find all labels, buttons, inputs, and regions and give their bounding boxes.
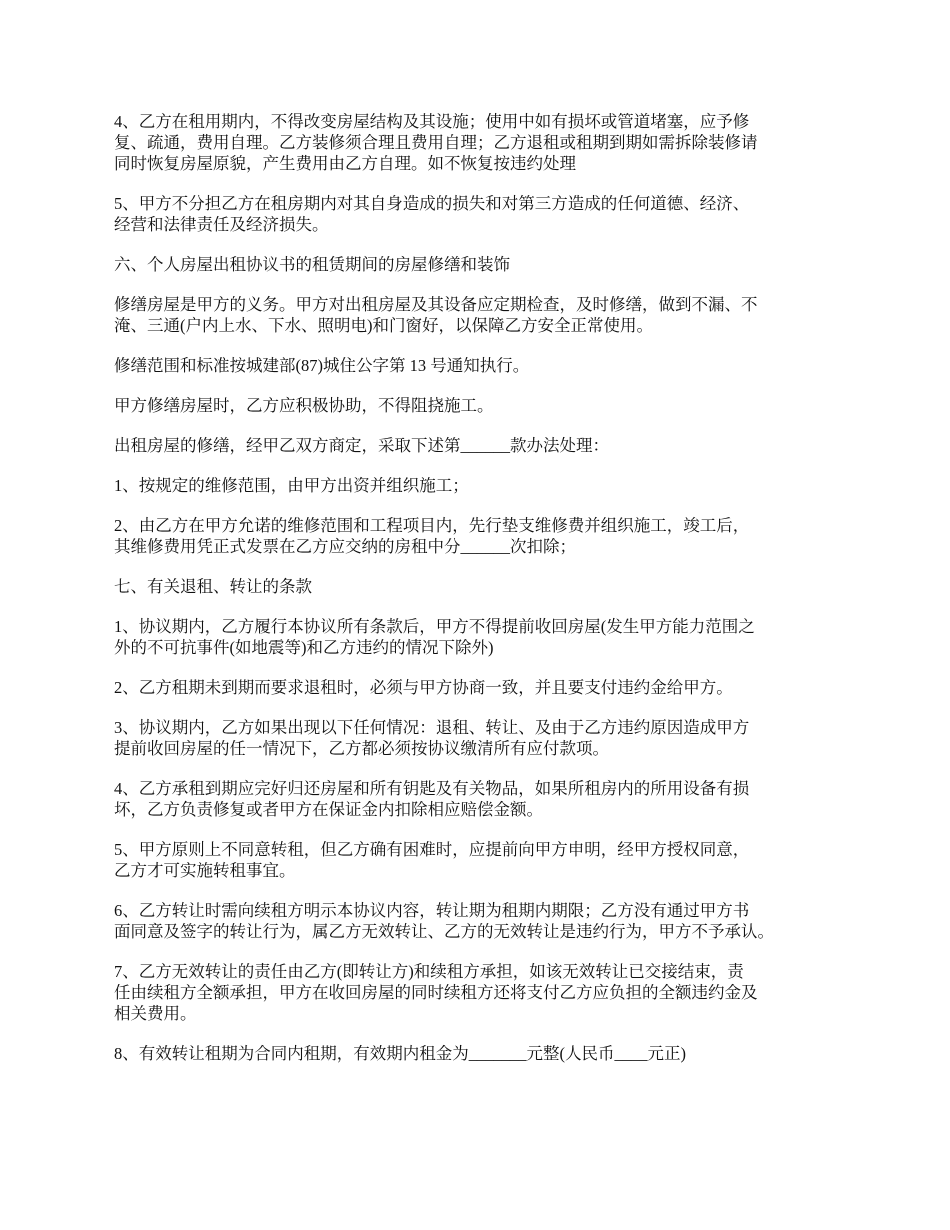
text-line: 任由续租方全额承担，甲方在收回房屋的同时续租方还将支付乙方应负担的全额违约金及	[114, 983, 758, 1002]
text-line: 复、疏通，费用自理。乙方装修须合理且费用自理；乙方退租或租期到期如需拆除装修请	[114, 133, 758, 152]
document-page	[114, 111, 854, 1083]
text-line: 7、乙方无效转让的责任由乙方(即转让方)和续租方承担，如该无效转让已交接结束，责	[114, 962, 744, 981]
text-line: 淹、三通(户内上水、下水、照明电)和门窗好，以保障乙方安全正常使用。	[114, 316, 653, 335]
text-line: 2、乙方租期未到期而要求退租时，必须与甲方协商一致，并且要支付违约金给甲方。	[114, 678, 733, 697]
text-line: 甲方修缮房屋时，乙方应积极协助，不得阻挠施工。	[114, 396, 494, 415]
text-line: 提前收回房屋的任一情况下，乙方都必须按协议缴清所有应付款项。	[114, 739, 609, 758]
text-line: 8、有效转让租期为合同内租期，有效期内租金为_______元整(人民币____元正)	[114, 1044, 686, 1063]
paragraph	[114, 475, 854, 496]
text-line: 1、按规定的维修范围，由甲方出资并组织施工；	[114, 476, 469, 495]
text-line: 3、协议期内，乙方如果出现以下任何情况：退租、转让、及由于乙方违约原因造成甲方	[114, 718, 750, 737]
paragraph	[114, 900, 854, 942]
text-line: 面同意及签字的转让行为，属乙方无效转让、乙方的无效转让是违约行为，甲方不予承认。	[114, 922, 774, 941]
text-line: 2、由乙方在甲方允诺的维修范围和工程项目内，先行垫支维修费并组织施工，竣工后，	[114, 516, 750, 535]
text-line: 4、乙方承租到期应完好归还房屋和所有钥匙及有关物品，如果所租房内的所用设备有损	[114, 779, 750, 798]
paragraph	[114, 677, 854, 698]
paragraph	[114, 395, 854, 416]
paragraph	[114, 435, 854, 456]
paragraph	[114, 355, 854, 376]
text-line: 相关费用。	[114, 1004, 197, 1023]
paragraph	[114, 576, 854, 597]
paragraph	[114, 839, 854, 881]
paragraph	[114, 1043, 854, 1064]
paragraph	[114, 111, 854, 174]
text-line: 1、协议期内，乙方履行本协议所有条款后，甲方不得提前收回房屋(发生甲方能力范围之	[114, 617, 755, 636]
text-line: 6、乙方转让时需向续租方明示本协议内容，转让期为租期内期限；乙方没有通过甲方书	[114, 901, 750, 920]
paragraph	[114, 193, 854, 235]
text-line: 出租房屋的修缮，经甲乙双方商定，采取下述第______款办法处理：	[114, 436, 609, 455]
paragraph	[114, 294, 854, 336]
text-line: 坏，乙方负责修复或者甲方在保证金内扣除相应赔偿金额。	[114, 800, 543, 819]
paragraph	[114, 515, 854, 557]
text-line: 六、个人房屋出租协议书的租赁期间的房屋修缮和装饰	[114, 255, 510, 274]
text-line: 5、甲方不分担乙方在租房期内对其自身造成的损失和对第三方造成的任何道德、经济、	[114, 194, 750, 213]
paragraph	[114, 778, 854, 820]
text-line: 经营和法律责任及经济损失。	[114, 215, 329, 234]
text-line: 5、甲方原则上不同意转租，但乙方确有困难时，应提前向甲方申明，经甲方授权同意，	[114, 840, 750, 859]
text-line: 4、乙方在租用期内，不得改变房屋结构及其设施；使用中如有损坏或管道堵塞，应予修	[114, 112, 750, 131]
text-line: 其维修费用凭正式发票在乙方应交纳的房租中分______次扣除；	[114, 537, 576, 556]
text-line: 修缮范围和标准按城建部(87)城住公字第 13 号通知执行。	[114, 356, 530, 375]
text-line: 同时恢复房屋原貌，产生费用由乙方自理。如不恢复按违约处理	[114, 154, 576, 173]
paragraph	[114, 717, 854, 759]
paragraph	[114, 254, 854, 275]
text-line: 乙方才可实施转租事宜。	[114, 861, 296, 880]
paragraph	[114, 961, 854, 1024]
text-line: 七、有关退租、转让的条款	[114, 577, 312, 596]
text-line: 外的不可抗事件(如地震等)和乙方违约的情况下除外)	[114, 638, 494, 657]
text-line: 修缮房屋是甲方的义务。甲方对出租房屋及其设备应定期检查，及时修缮，做到不漏、不	[114, 295, 758, 314]
paragraph	[114, 616, 854, 658]
